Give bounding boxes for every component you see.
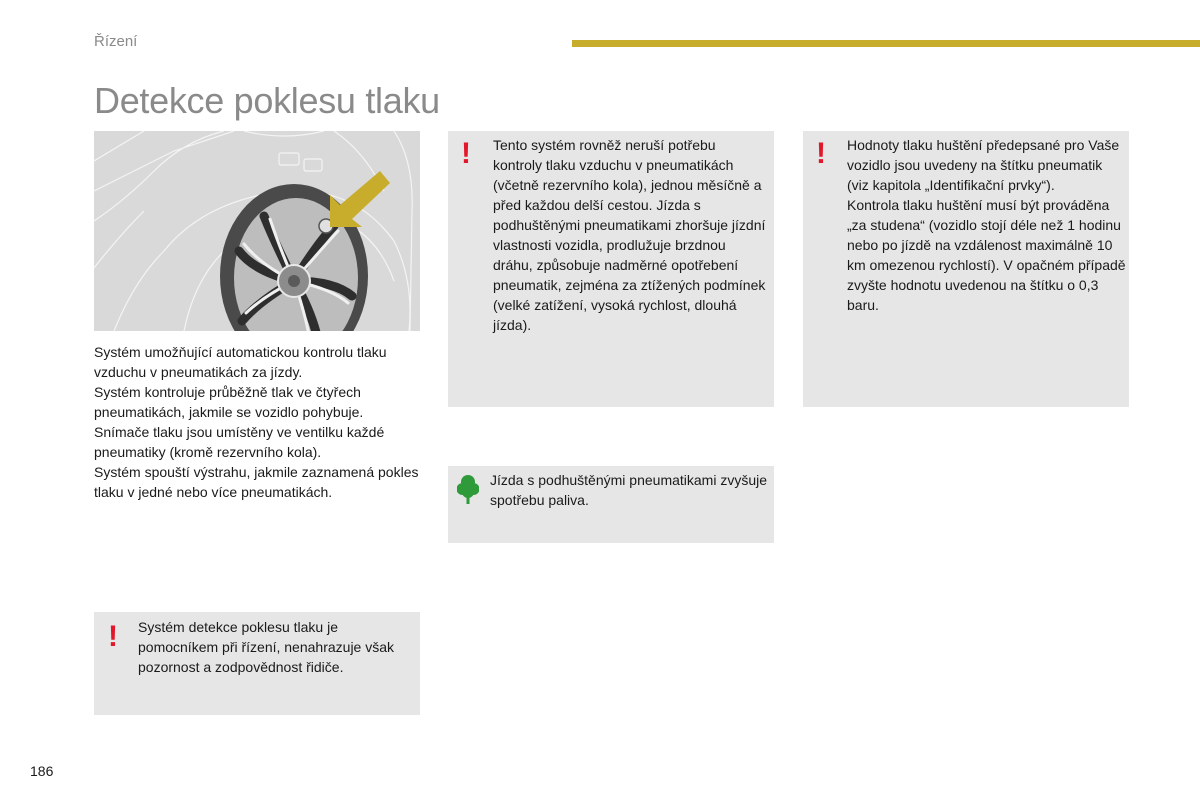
pressure-values-warning-text: Hodnoty tlaku huštění předepsané pro Vaše vozidlo jsou uvedeny na štítku pneumatik (viz kapitola „Identifikační prvky“). Kontrola tlaku huštění musí být prováděna „za studena“ (vozidlo stojí déle než 1 hodinu nebo po jízdě na vzdálenost maximálně 10 km omezenou rychlostí). V opačném případě zvyšte hodnotu uvedenou na štítku o 0,3 baru. [847, 137, 1126, 313]
accent-bar [572, 40, 1200, 47]
intro-paragraph: Systém spouští výstrahu, jakmile zaznamená pokles tlaku v jedné nebo více pneumatikách. [94, 464, 419, 500]
exclamation-icon: ! [816, 137, 826, 170]
driver-aid-warning-text: Systém detekce poklesu tlaku je pomocníkem při řízení, nenahrazuje však pozornost a zodpovědnost řidiče. [138, 619, 395, 675]
tree-icon [457, 474, 479, 504]
exclamation-icon: ! [108, 620, 118, 653]
intro-paragraph: Systém umožňující automatickou kontrolu tlaku vzduchu v pneumatikách za jízdy. [94, 344, 387, 380]
eco-tip-box [448, 466, 774, 543]
section-title: Řízení [94, 33, 138, 50]
driver-aid-warning-box [94, 612, 420, 715]
wheel-illustration [94, 131, 420, 331]
underinflation-warning-text: Tento systém rovněž neruší potřebu kontroly tlaku vzduchu v pneumatikách (včetně rezervního kola), jednou měsíčně a před každou delší cestou. Jízda s podhuštěnými pneumatikami zhoršuje jízdní vlastnosti vozidla, prodlužuje brzdnou dráhu, způsobuje nadměrné opotřebení pneumatik, zejména za ztížených podmínek (velké zatížení, vysoká rychlost, dlouhá jízda). [493, 137, 766, 333]
pressure-values-warning-box [803, 131, 1129, 407]
exclamation-icon: ! [461, 137, 471, 170]
page-title: Detekce poklesu tlaku [94, 80, 440, 121]
underinflation-warning-box [448, 131, 774, 407]
intro-paragraph: Snímače tlaku jsou umístěny ve ventilku každé pneumatiky (kromě rezervního kola). [94, 424, 385, 460]
intro-paragraph: Systém kontroluje průběžně tlak ve čtyřech pneumatikách, jakmile se vozidlo pohybuje. [94, 384, 364, 420]
page-number: 186 [30, 763, 54, 779]
intro-text [94, 342, 424, 502]
eco-tip-text: Jízda s podhuštěnými pneumatikami zvyšuje spotřebu paliva. [490, 472, 768, 508]
